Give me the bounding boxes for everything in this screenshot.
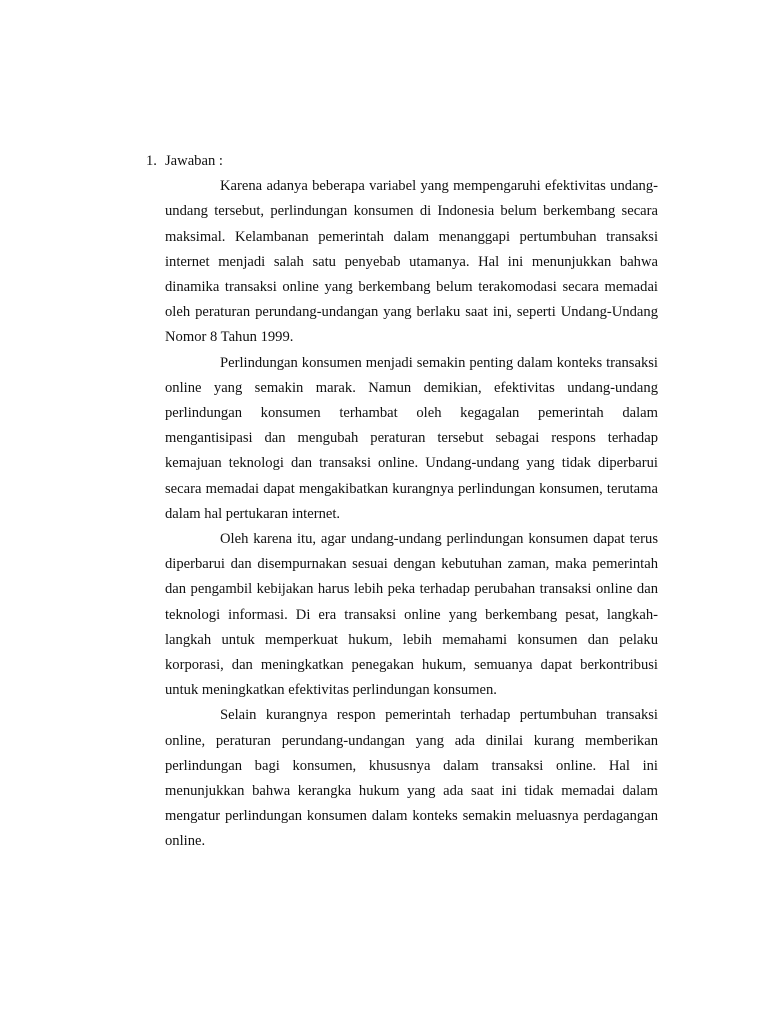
- paragraph-3: Oleh karena itu, agar undang-undang perlindungan konsumen dapat terus diperbarui dan disempurnakan sesuai dengan kebutuhan zaman, maka pemerintah dan pengambil kebijakan harus lebih peka terhadap perubahan transaksi online dan teknologi informasi. Di era transaksi online yang berkembang pesat, langkah-langkah untuk memperkuat hukum, lebih memahami konsumen dan pelaku korporasi, dan meningkatkan penegakan hukum, semuanya dapat berkontribusi untuk meningkatkan efektivitas perlindungan konsumen.: [165, 531, 658, 699]
- paragraph-2: Perlindungan konsumen menjadi semakin penting dalam konteks transaksi online yang semakin marak. Namun demikian, efektivitas undang-undang perlindungan konsumen terhambat oleh kegagalan pemerintah dalam mengantisipasi dan mengubah peraturan tersebut sebagai respons terhadap kemajuan teknologi dan transaksi online. Undang-undang yang tidak diperbarui secara memadai dapat mengakibatkan kurangnya perlindungan konsumen, terutama dalam hal pertukaran internet.: [165, 354, 658, 522]
- paragraph-4: Selain kurangnya respon pemerintah terhadap pertumbuhan transaksi online, peraturan perundang-undangan yang ada dinilai kurang memberikan perlindungan bagi konsumen, khususnya dalam transaksi online. Hal ini menunjukkan bahwa kerangka hukum yang ada saat ini tidak memadai dalam mengatur perlindungan konsumen dalam konteks semakin meluasnya perdagangan online.: [165, 707, 658, 850]
- answer-heading: [146, 149, 658, 174]
- list-item-number: 1.: [146, 153, 157, 169]
- paragraph-1: Karena adanya beberapa variabel yang mempengaruhi efektivitas undang-undang tersebut, perlindungan konsumen di Indonesia belum berkembang secara maksimal. Kelambanan pemerintah dalam menanggapi pertumbuhan transaksi internet menjadi salah satu penyebab utamanya. Hal ini menunjukkan bahwa dinamika transaksi online yang berkembang belum terakomodasi secara memadai oleh peraturan perundang-undangan yang berlaku saat ini, seperti Undang-Undang Nomor 8 Tahun 1999.: [165, 178, 658, 346]
- answer-body: [165, 174, 658, 854]
- answer-list: [146, 149, 658, 855]
- answer-title: Jawaban :: [165, 153, 223, 169]
